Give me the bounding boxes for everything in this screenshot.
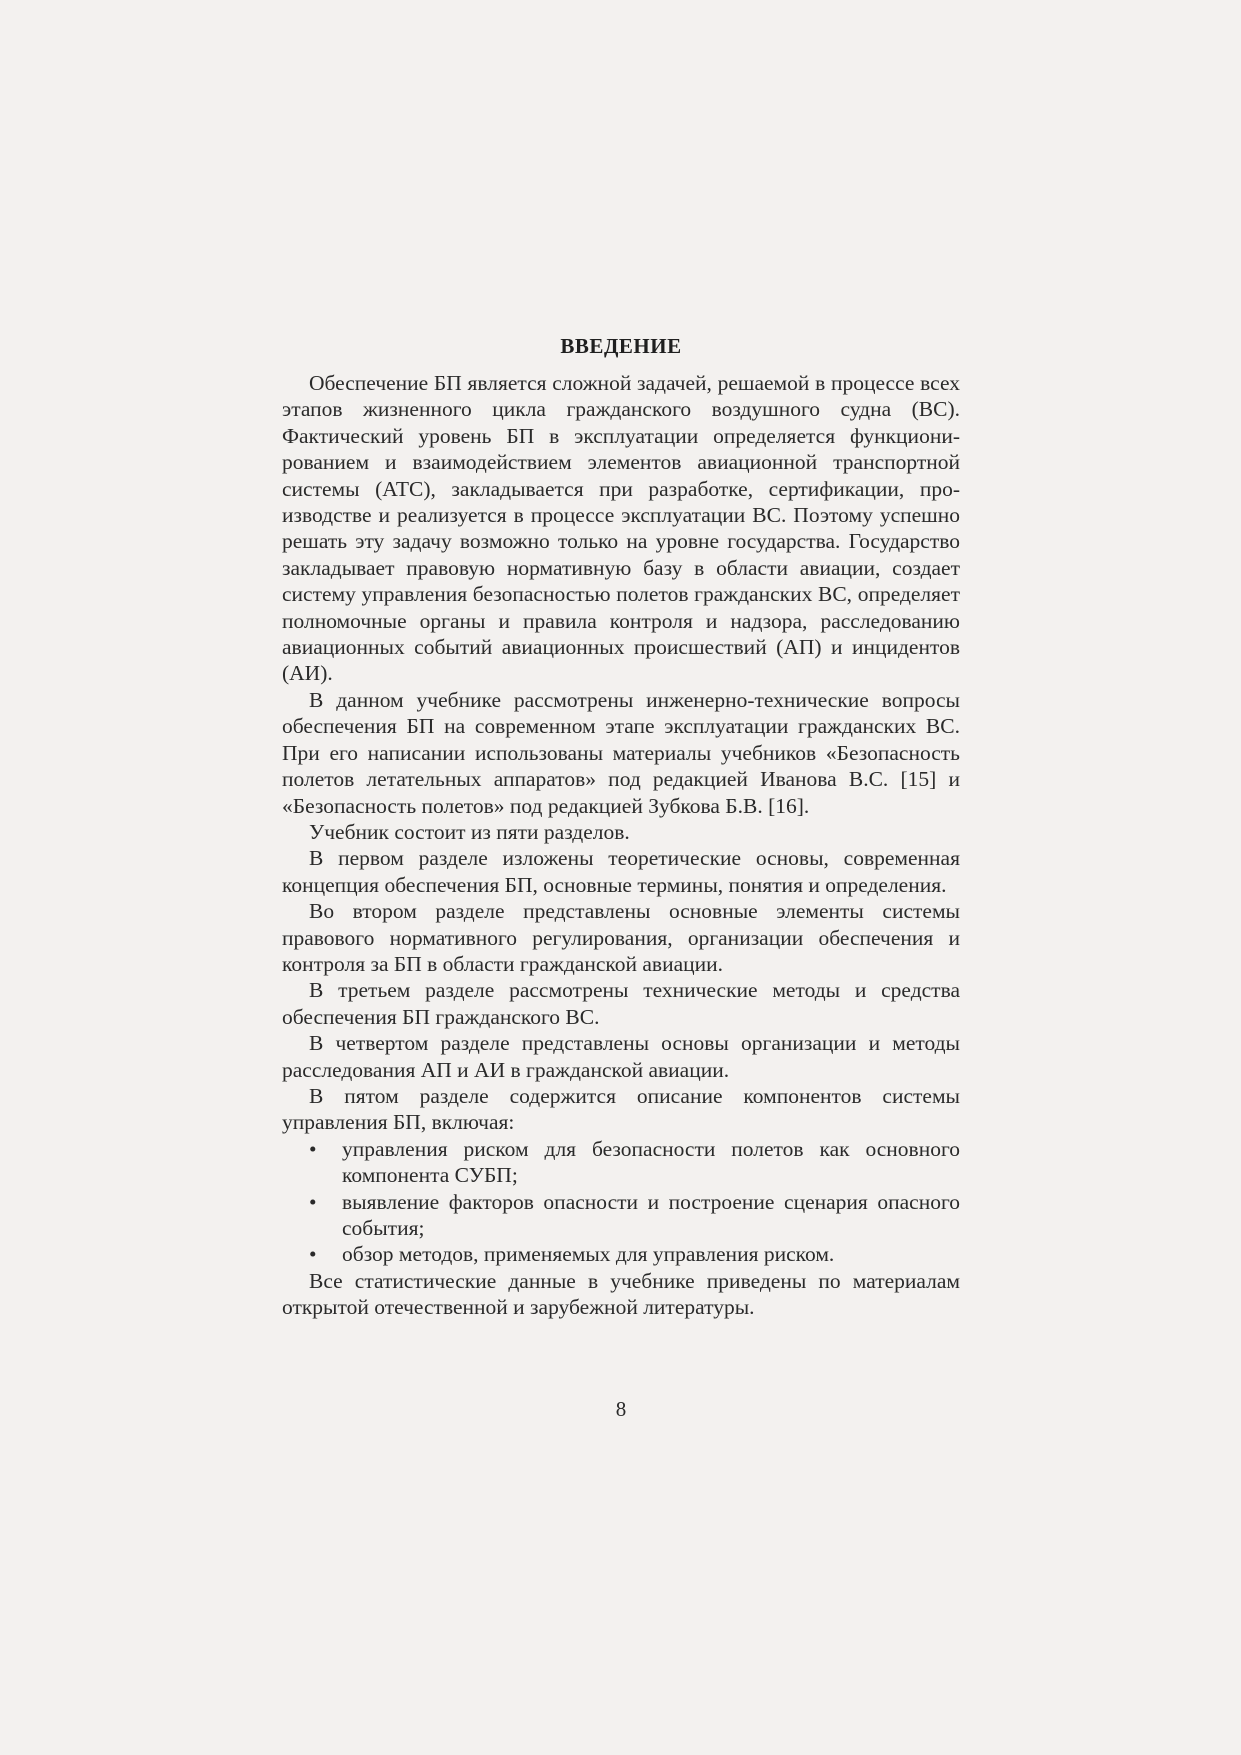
- list-item: [282, 1189, 960, 1242]
- closing-paragraph: Все статистические данные в учебнике приведены по материалам открытой отечественной и зарубежной литературы.: [282, 1268, 960, 1320]
- paragraph-5: Во втором разделе представлены основные элементы системы правового нормативного регулирования, организации обеспечения и контроля за БП в области гражданской авиации.: [282, 899, 960, 976]
- components-list: [282, 1136, 960, 1268]
- bullet-icon: •: [309, 1189, 317, 1214]
- page-number: 8: [615, 1397, 627, 1421]
- paragraph-7: В четвертом разделе представлены основы организации и методы расследования АП и АИ в гражданской авиации.: [282, 1031, 960, 1082]
- paragraph-8: В пятом разделе содержится описание компонентов системы управления БП, включая:: [282, 1083, 960, 1135]
- section-title: ВВЕДЕНИЕ: [560, 334, 682, 358]
- page-content: [282, 332, 960, 1321]
- list-item: [282, 1136, 960, 1189]
- paragraph-1: Обеспечение БП является сложной задачей, решаемой в процессе всех этапов жизненного цикла гражданского воздушного судна (ВС). Фактический уровень БП в эксплуатации определяется функционированием и взаимодействием элементов авиационной транспортной системы (АТС), закладывается при разработке, сертификации, производстве и реализуется в процессе эксплуатации ВС. Поэтому успешно решать эту задачу возможно только на уровне государства. Государство закладывает правовую нормативную базу в области авиации, создает систему управления безопасностью полетов гражданских ВС, определяет полномочные органы и правила контроля и надзора, расследованию авиационных событий авиационных происшествий (АП) и инцидентов (АИ).: [282, 371, 960, 686]
- list-item-text: выявление факторов опасности и построение сценария опасного события;: [342, 1189, 960, 1240]
- paragraph-3: Учебник состоит из пяти разделов.: [309, 819, 630, 844]
- bullet-icon: •: [309, 1242, 317, 1267]
- list-item-text: обзор методов, применяемых для управления риском.: [342, 1242, 835, 1267]
- list-item-text: управления риском для безопасности полетов как основного компонента СУБП;: [342, 1136, 960, 1188]
- paragraph-4: В первом разделе изложены теоретические основы, современная концепция обеспечения БП, основные термины, понятия и определения.: [282, 846, 960, 897]
- paragraph-6: В третьем разделе рассмотрены технические методы и средства обеспечения БП гражданского ВС.: [282, 978, 960, 1029]
- paragraph-2: В данном учебнике рассмотрены инженерно-технические вопросы обеспечения БП на современном этапе эксплуатации гражданских ВС. При его написании использованы материалы учебников «Безопасность полетов летательных аппаратов» под редакцией Иванова В.С. [15] и «Безопасность полетов» под редакцией Зубкова Б.В. [16].: [282, 687, 960, 818]
- bullet-icon: •: [309, 1136, 317, 1161]
- list-item: [282, 1241, 960, 1267]
